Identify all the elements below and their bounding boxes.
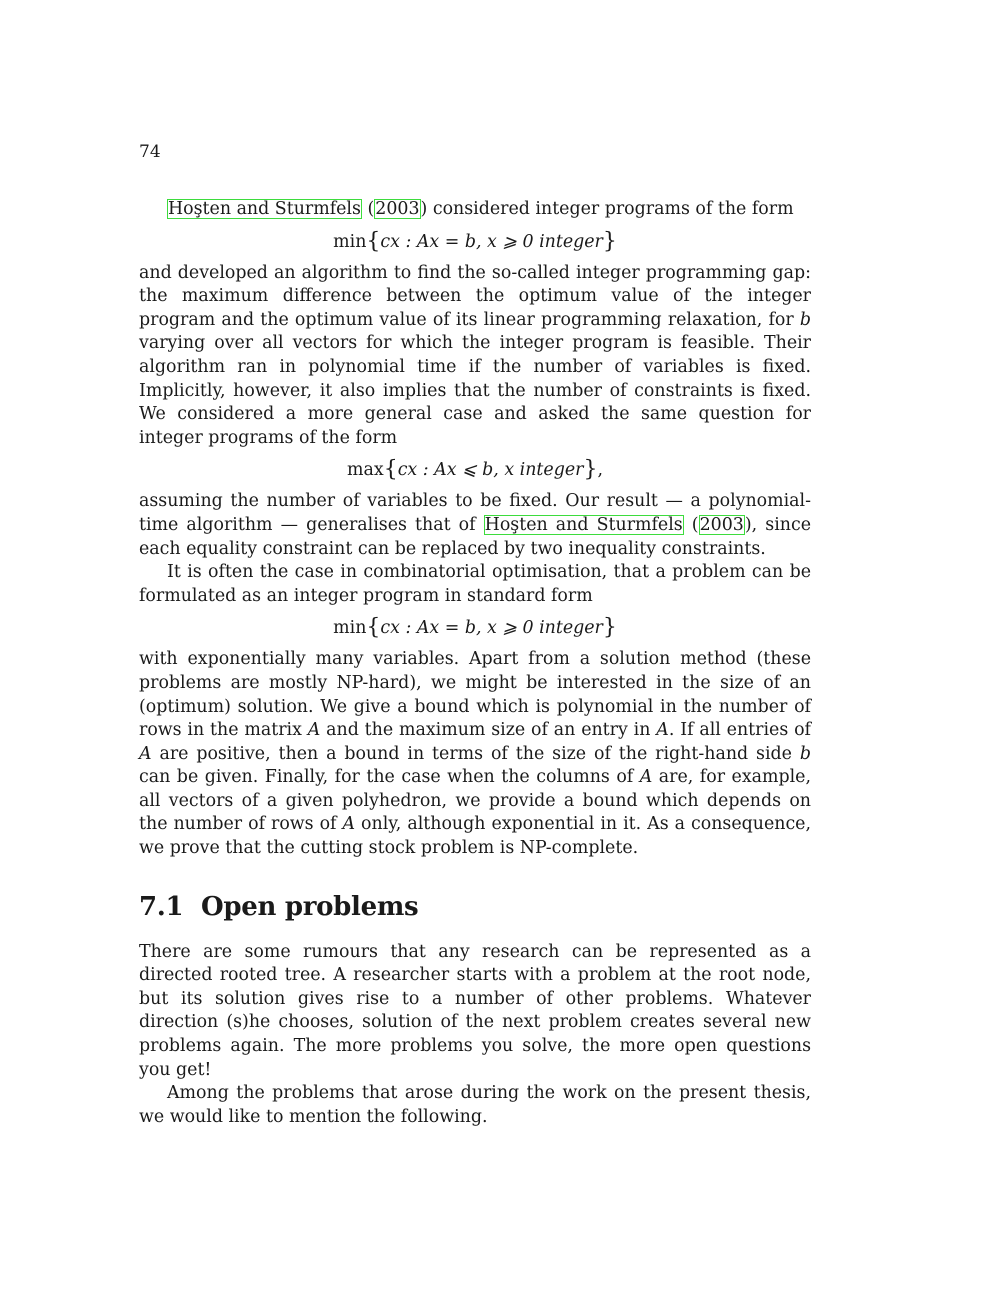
paragraph-text: and developed an algorithm to find the so-called integer programming gap: the maximum difference between the optimum value of the integer program and the optimum value of its linear programming relaxation, for xyxy=(139,262,811,330)
citation-year-link[interactable]: 2003 xyxy=(375,199,420,219)
paragraph-text: , since each equality constraint can be replaced by two inequality constraints. xyxy=(139,514,811,559)
math-variable: A xyxy=(656,720,669,741)
section-title: Open problems xyxy=(201,891,419,922)
paragraph-result: assuming the number of variables to be fixed. Our result — a polynomial-time algorithm — generalises that of Hoşten and Sturmfels (2003), since each equality constraint can be replaced by two inequality constraints. xyxy=(139,491,811,559)
math-variable: b xyxy=(799,743,811,764)
math-variable: A xyxy=(307,720,321,741)
citation-year-link[interactable]: 2003 xyxy=(699,514,744,535)
paragraph-intro: Hoşten and Sturmfels (2003) considered integer programs of the form xyxy=(168,199,794,219)
equation-operator: min xyxy=(333,231,367,252)
paragraph-text: . If all entries of xyxy=(668,720,811,741)
equation-body: cx : Ax = b, x ⩾ 0 integer xyxy=(380,231,603,252)
paragraph-text: can be given. Finally, for the case when the columns of xyxy=(139,767,640,788)
paragraph-text: only, although exponential in it. As a consequence, we prove that the cutting stock problem is NP-complete. xyxy=(139,814,812,859)
equation-body: cx : Ax ⩽ b, x integer xyxy=(397,460,584,481)
math-variable: A xyxy=(342,814,356,835)
paragraph-text: are, for example, all vectors of a given polyhedron, we provide a bound which depends on the number of rows of xyxy=(139,767,811,835)
math-variable: A xyxy=(639,767,653,788)
equation-operator: max xyxy=(347,460,384,481)
equation-max-inequality: max{cx : Ax ⩽ b, x integer}, xyxy=(347,457,603,483)
math-variable: b xyxy=(799,309,811,330)
page-number: 74 xyxy=(139,142,161,162)
citation-authors-link[interactable]: Hoşten and Sturmfels xyxy=(484,514,683,535)
math-variable: A xyxy=(139,743,152,764)
paragraph-algorithm xyxy=(139,262,811,451)
paragraph-text: with exponentially many variables. Apart from a solution method (these problems are mostly NP-hard), we might be interested in the size of an (optimum) solution. We give a bound which is polynomial in the number of rows in the matrix xyxy=(139,649,811,741)
equation-body: cx : Ax = b, x ⩾ 0 integer xyxy=(380,618,603,639)
paragraph-text: and the maximum size of an entry in xyxy=(320,720,657,741)
equation-min-standard: min{cx : Ax = b, x ⩾ 0 integer} xyxy=(333,228,617,254)
paragraph-rumours: There are some rumours that any research can be represented as a directed rooted tree. A researcher starts with a problem at the root node, but its solution gives rise to a number of other problems. Whatever direction (s)he chooses, solution of the next problem creates several new problems again. The more problems you solve, the more open questions you get! xyxy=(139,941,811,1080)
page-content xyxy=(139,198,811,1129)
section-heading xyxy=(139,891,811,923)
paragraph-text: are positive, then a bound in terms of the size of the right-hand side xyxy=(151,743,800,764)
paragraph-closing: Among the problems that arose during the work on the present thesis, we would like to mention the following. xyxy=(139,1083,811,1127)
equation-operator: min xyxy=(333,618,367,639)
equation-min-standard-2: min{cx : Ax = b, x ⩾ 0 integer} xyxy=(333,615,617,641)
paragraph-intro-text: considered integer programs of the form xyxy=(427,199,794,219)
citation-authors-link[interactable]: Hoşten and Sturmfels xyxy=(168,199,361,219)
paragraph-text: assuming the number of variables to be fixed. Our result — a polynomial-time algorithm — generalises that of xyxy=(139,491,811,535)
paragraph-text: varying over all vectors for which the integer program is feasible. Their algorithm ran in polynomial time if the number of variables is fixed. Implicitly, however, it also implies that the number of constraints is fixed. We considered a more general case and asked the same question for integer programs of the form xyxy=(139,333,811,448)
paragraph-bounds xyxy=(139,648,811,860)
section-number: 7.1 xyxy=(139,891,184,922)
paragraph-standard-form: It is often the case in combinatorial optimisation, that a problem can be formulated as an integer program in standard form xyxy=(139,562,811,606)
equation-trailing-punctuation: , xyxy=(597,460,603,481)
